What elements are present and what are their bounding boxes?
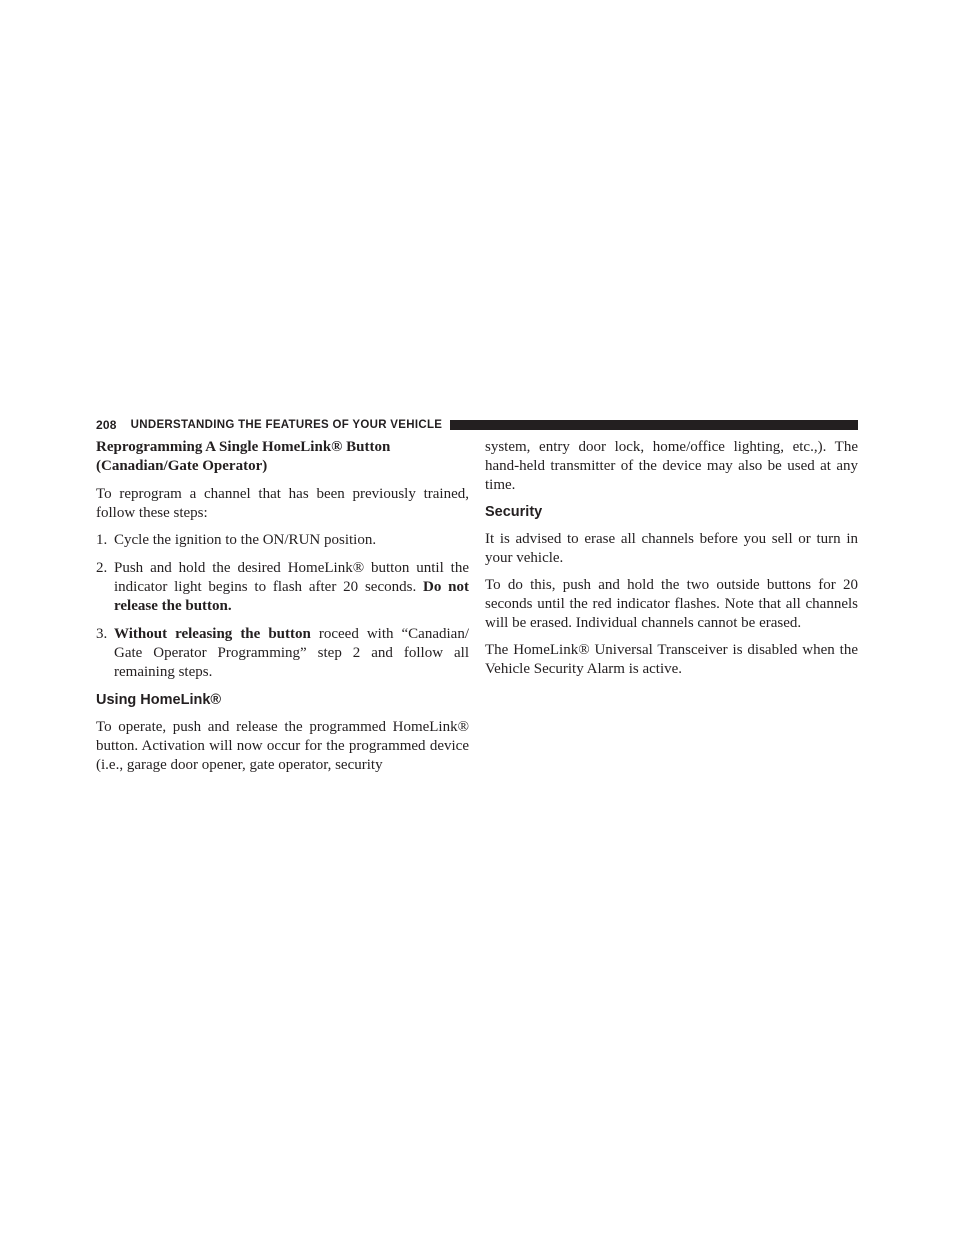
- step-text: Cycle the ignition to the ON/RUN position.: [114, 532, 377, 548]
- step-number: 1.: [96, 532, 108, 548]
- step-number: 2.: [96, 560, 108, 576]
- step-body: [114, 559, 469, 616]
- header-rule: [450, 420, 858, 430]
- security-paragraph-1: It is advised to erase all channels before you sell or turn in your vehicle.: [485, 531, 858, 566]
- security-heading: Security: [485, 504, 543, 520]
- left-column: [96, 438, 469, 783]
- using-homelink-heading: Using HomeLink®: [96, 692, 222, 708]
- steps-list: [96, 531, 469, 682]
- step-bold-text: Do not release the button.: [114, 579, 469, 614]
- continued-text: system, entry door lock, home/office lighting, etc.,). The hand-held transmitter of the device may also be used at any time.: [485, 439, 858, 493]
- page-number: 208: [96, 418, 117, 432]
- security-paragraph-3: The HomeLink® Universal Transceiver is disabled when the Vehicle Security Alarm is active.: [485, 642, 858, 677]
- step-number: 3.: [96, 626, 108, 642]
- step-text: roceed with “Canadian/ Gate Operator Programming” step 2 and follow all remaining steps.: [114, 626, 469, 680]
- reprogramming-intro: To reprogram a channel that has been previously trained, follow these steps:: [96, 486, 469, 521]
- using-homelink-text: To operate, push and release the programmed HomeLink® button. Activation will now occur for the programmed device (i.e., garage door opener, gate operator, security: [96, 719, 469, 773]
- step-text: Push and hold the desired HomeLink® button until the indicator light begins to flash after 20 seconds.: [114, 560, 469, 595]
- reprogramming-heading: Reprogramming A Single HomeLink® Button (Canadian/Gate Operator): [96, 439, 391, 474]
- list-item: [96, 625, 469, 682]
- step-body: [114, 625, 469, 682]
- step-bold-text: Without releasing the button: [114, 626, 311, 642]
- section-title: UNDERSTANDING THE FEATURES OF YOUR VEHICLE: [130, 419, 443, 431]
- security-paragraph-2: To do this, push and hold the two outside buttons for 20 seconds until the red indicator flashes. Note that all channels will be erased. Individual channels cannot be erased.: [485, 577, 858, 631]
- list-item: [96, 559, 469, 616]
- list-item: [96, 531, 469, 550]
- right-column: [485, 438, 858, 687]
- page-header: [96, 415, 858, 435]
